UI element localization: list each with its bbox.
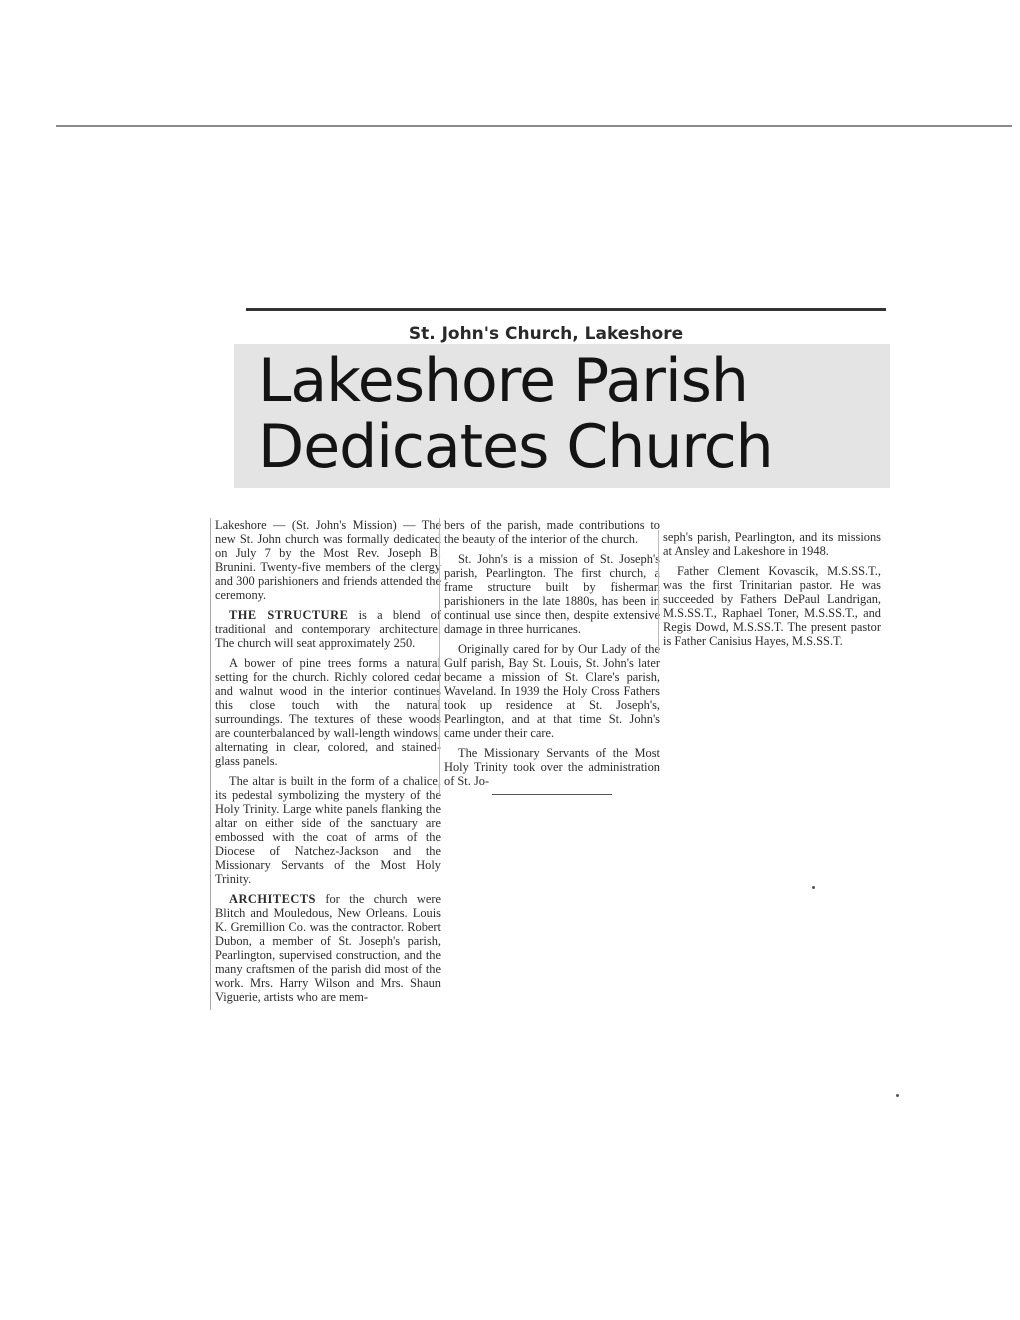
paragraph-text: for the church were Blitch and Mouledous, New Orleans. Louis K. Gremillion Co. was the contractor. Robert Dubon, a member of St. Joseph's parish, Pearlington, supervised construction, and the many craftsmen of the parish did most of the work. Mrs. Harry Wilson and Mrs. Shaun Viguerie, artists who are mem- [215,892,441,1004]
newspaper-clipping [206,300,886,1220]
paragraph [215,892,441,1004]
speck [896,1094,899,1097]
paragraph: Lakeshore — (St. John's Mission) — The new St. John church was formally dedicated on July 7 by the Most Rev. Joseph B. Brunini. Twenty-five members of the clergy and 300 parishioners and friends attended the ceremony. [215,518,441,602]
subhead: THE STRUCTURE [229,608,349,622]
paragraph: The altar is built in the form of a chalice, its pedestal symbolizing the mystery of the Holy Trinity. Large white panels flanking the altar on either side of the sanctuary are embossed with the coat of arms of the Diocese of Natchez-Jackson and the Missionary Servants of the Most Holy Trinity. [215,774,441,886]
paragraph: bers of the parish, made contributions to the beauty of the interior of the church. [444,518,660,546]
banner-rule [246,308,886,311]
article-column-1 [210,518,441,1010]
article-column-2 [439,518,660,795]
paragraph [215,608,441,650]
paragraph: seph's parish, Pearlington, and its missions at Ansley and Lakeshore in 1948. [663,530,881,558]
headline [234,344,890,488]
end-rule [492,794,612,795]
paragraph: A bower of pine trees forms a natural setting for the church. Richly colored cedar and walnut wood in the interior continues this close touch with the natural surroundings. The textures of these woods are counterbalanced by wall-length windows, alternating in clear, colored, and stained-glass panels. [215,656,441,768]
paragraph-text: is a blend of traditional and contemporary architecture. The church will seat approximately 250. [215,608,441,650]
paragraph: The Missionary Servants of the Most Holy Trinity took over the administration of St. Jo- [444,746,660,788]
paragraph: Originally cared for by Our Lady of the Gulf parish, Bay St. Louis, St. John's later became a mission of St. Clare's parish, Waveland. In 1939 the Holy Cross Fathers took up residence at St. Joseph's, Pearlington, and at that time St. John's came under their care. [444,642,660,740]
page-top-rule [56,125,1012,127]
headline-line-2: Dedicates Church [258,412,773,482]
kicker: St. John's Church, Lakeshore [408,324,684,344]
headline-line-1: Lakeshore Parish [258,346,748,416]
paragraph: Father Clement Kovascik, M.S.SS.T., was the first Trinitarian pastor. He was succeeded by Fathers DePaul Landrigan, M.S.SS.T., Raphael Toner, M.S.SS.T., and Regis Dowd, M.S.SS.T. The present pastor is Father Canisius Hayes, M.S.SS.T. [663,564,881,648]
article-column-3 [658,530,881,654]
subhead: ARCHITECTS [229,892,316,906]
paragraph: St. John's is a mission of St. Joseph's parish, Pearlington. The first church, a frame structure built by fisherman parishioners in the late 1880s, has been in continual use since then, despite extensive damage in three hurricanes. [444,552,660,636]
